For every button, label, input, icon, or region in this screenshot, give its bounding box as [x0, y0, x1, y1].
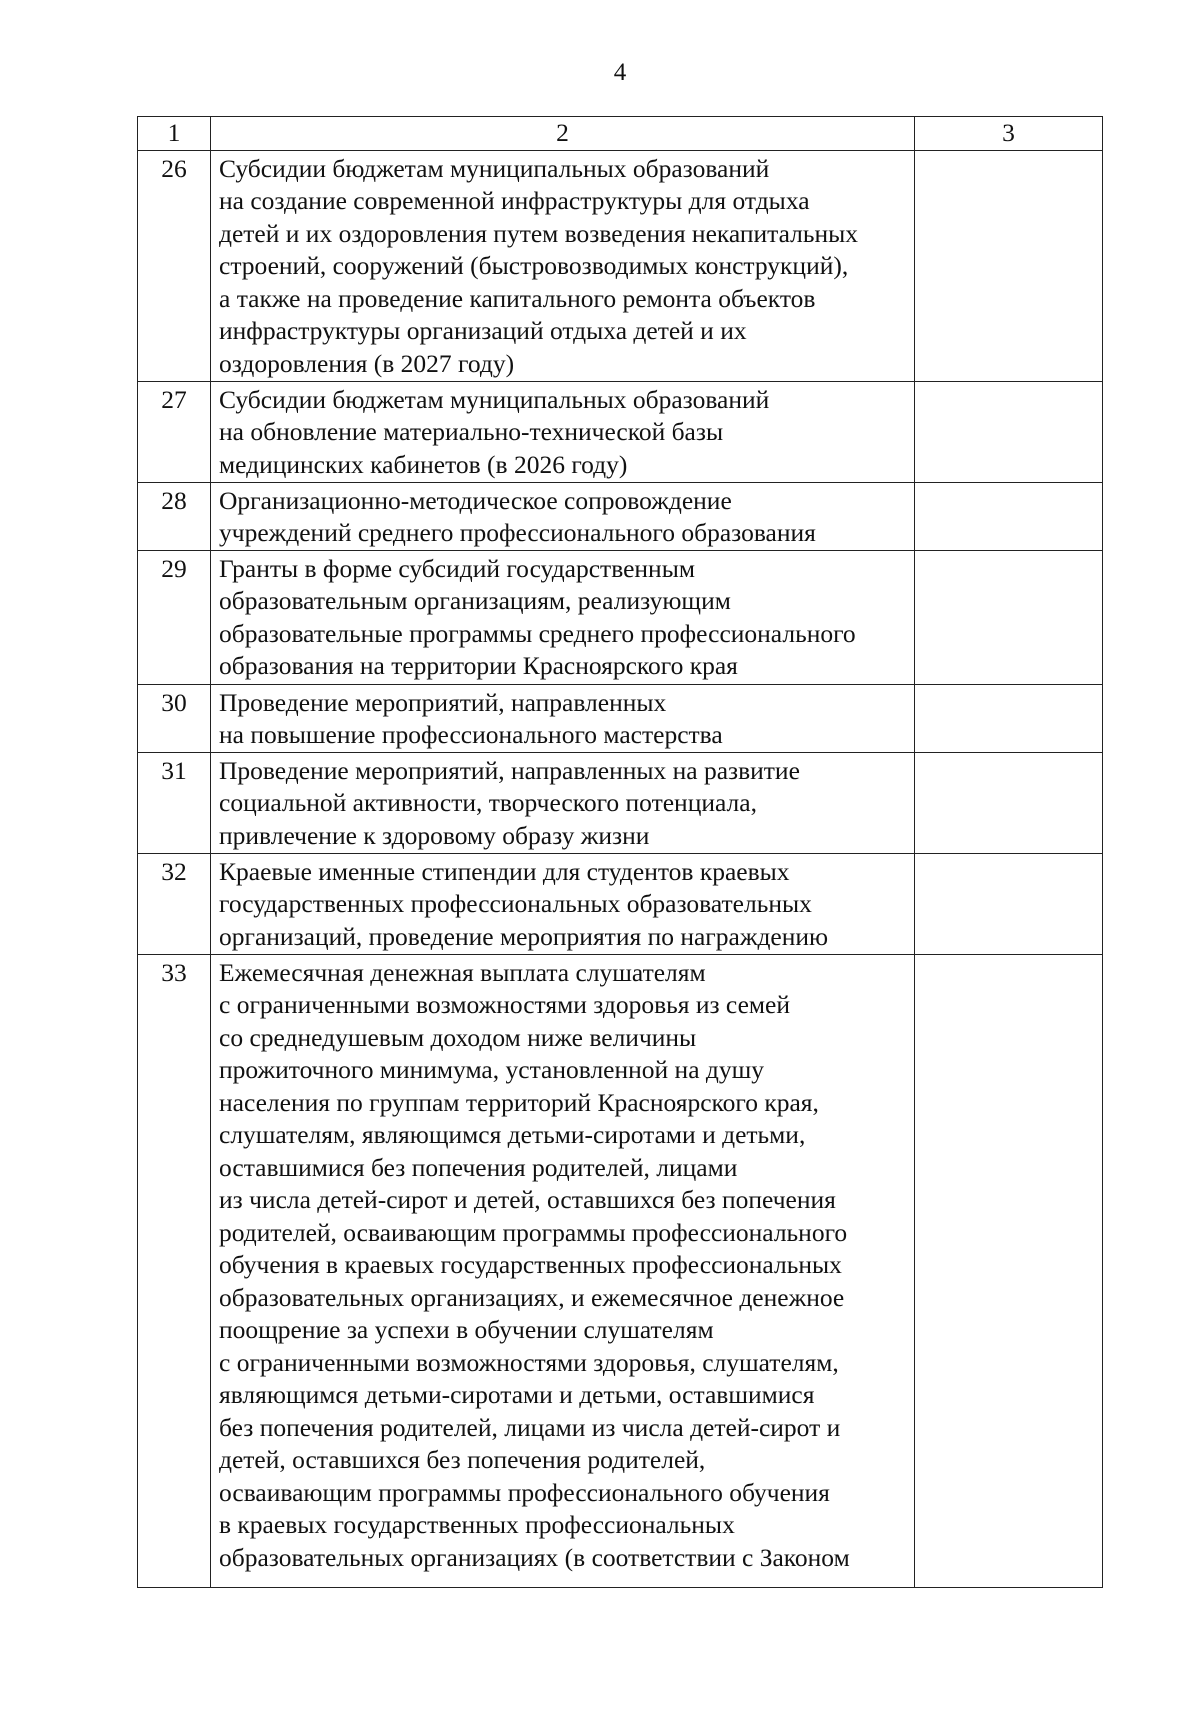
description-line: Субсидии бюджетам муниципальных образований: [219, 384, 770, 414]
description-line: осваивающим программы профессионального обучения: [219, 1477, 830, 1507]
description-line: учреждений среднего профессионального образования: [219, 518, 816, 547]
description-line: с ограниченными возможностями здоровья из семей: [219, 990, 790, 1019]
table-row: [138, 684, 1103, 752]
description-line: образования на территории Красноярского края: [219, 651, 738, 680]
description-line: родителей, осваивающим программы профессионального: [219, 1217, 848, 1247]
description-line: прожиточного минимума, установленной на душу: [219, 1055, 765, 1084]
description-line: являющимся детьми-сиротами и детьми, оставшимися: [219, 1380, 815, 1409]
row-description: [211, 550, 915, 684]
description-line: образовательных организациях (в соответствии с Законом: [219, 1542, 850, 1572]
description-line: без попечения родителей, лицами из числа детей-сирот и: [219, 1412, 841, 1442]
description-line: со среднедушевым доходом ниже величины: [219, 1022, 697, 1052]
row-description: [211, 752, 915, 853]
description-line: Проведение мероприятий, направленных: [219, 687, 667, 717]
description-line: государственных профессиональных образовательных: [219, 889, 812, 918]
description-line: детей, оставшихся без попечения родителей,: [219, 1445, 706, 1474]
row-description: [211, 482, 915, 550]
row-number: 31: [138, 752, 211, 853]
description-line: из числа детей-сирот и детей, оставшихся без попечения: [219, 1185, 836, 1214]
row-col-3: [915, 550, 1103, 684]
table-header: [138, 117, 1103, 151]
description-line: строений, сооружений (быстровозводимых конструкций),: [219, 251, 849, 280]
table-row: [138, 482, 1103, 550]
description-line: а также на проведение капитального ремонта объектов: [219, 283, 816, 313]
table-body: [138, 150, 1103, 1587]
row-description: [211, 150, 915, 381]
description-line: на обновление материально-технической базы: [219, 417, 724, 446]
description-line: Краевые именные стипендии для студентов краевых: [219, 856, 790, 886]
table-row: [138, 550, 1103, 684]
description-line: социальной активности, творческого потенциала,: [219, 788, 757, 817]
header-col-2: 2: [211, 117, 915, 151]
row-description: [211, 954, 915, 1587]
description-line: населения по группам территорий Красноярского края,: [219, 1087, 819, 1117]
description-line: Субсидии бюджетам муниципальных образований: [219, 153, 770, 183]
row-number: 26: [138, 150, 211, 381]
description-line: образовательных организациях, и ежемесячное денежное: [219, 1282, 845, 1312]
row-col-3: [915, 684, 1103, 752]
header-col-3: 3: [915, 117, 1103, 151]
description-line: образовательным организациям, реализующим: [219, 586, 731, 615]
description-line: на создание современной инфраструктуры для отдыха: [219, 186, 810, 215]
table-row: [138, 150, 1103, 381]
row-description: [211, 853, 915, 954]
row-col-3: [915, 150, 1103, 381]
row-number: 32: [138, 853, 211, 954]
row-col-3: [915, 954, 1103, 1587]
row-number: 27: [138, 381, 211, 482]
row-description: [211, 381, 915, 482]
row-col-3: [915, 853, 1103, 954]
table-row: [138, 752, 1103, 853]
description-line: Ежемесячная денежная выплата слушателям: [219, 957, 706, 987]
description-line: в краевых государственных профессиональных: [219, 1510, 735, 1539]
row-number: 30: [138, 684, 211, 752]
row-col-3: [915, 482, 1103, 550]
description-line: инфраструктуры организаций отдыха детей и их: [219, 316, 747, 345]
table-row: [138, 954, 1103, 1587]
description-line: слушателям, являющимся детьми-сиротами и детьми,: [219, 1120, 806, 1149]
row-number: 29: [138, 550, 211, 684]
description-line: оставшимися без попечения родителей, лицами: [219, 1152, 738, 1182]
description-line: привлечение к здоровому образу жизни: [219, 820, 650, 850]
description-line: детей и их оздоровления путем возведения некапитальных: [219, 218, 859, 248]
table-row: [138, 853, 1103, 954]
description-line: медицинских кабинетов (в 2026 году): [219, 449, 628, 479]
page-number: 4: [613, 59, 627, 86]
description-line: Организационно-методическое сопровождение: [219, 485, 732, 515]
row-col-3: [915, 381, 1103, 482]
description-line: на повышение профессионального мастерства: [219, 720, 723, 749]
description-line: оздоровления (в 2027 году): [219, 348, 515, 378]
description-line: обучения в краевых государственных профессиональных: [219, 1250, 842, 1279]
description-line: с ограниченными возможностями здоровья, слушателям,: [219, 1347, 839, 1377]
row-col-3: [915, 752, 1103, 853]
row-number: 28: [138, 482, 211, 550]
description-line: поощрение за успехи в обучении слушателям: [219, 1315, 714, 1344]
row-description: [211, 684, 915, 752]
header-col-1: 1: [138, 117, 211, 151]
description-line: образовательные программы среднего профессионального: [219, 618, 856, 648]
table-row: [138, 381, 1103, 482]
row-number: 33: [138, 954, 211, 1587]
description-line: Гранты в форме субсидий государственным: [219, 553, 695, 583]
description-line: Проведение мероприятий, направленных на развитие: [219, 755, 800, 785]
program-table: [137, 116, 1103, 1588]
description-line: организаций, проведение мероприятия по награждению: [219, 921, 829, 951]
